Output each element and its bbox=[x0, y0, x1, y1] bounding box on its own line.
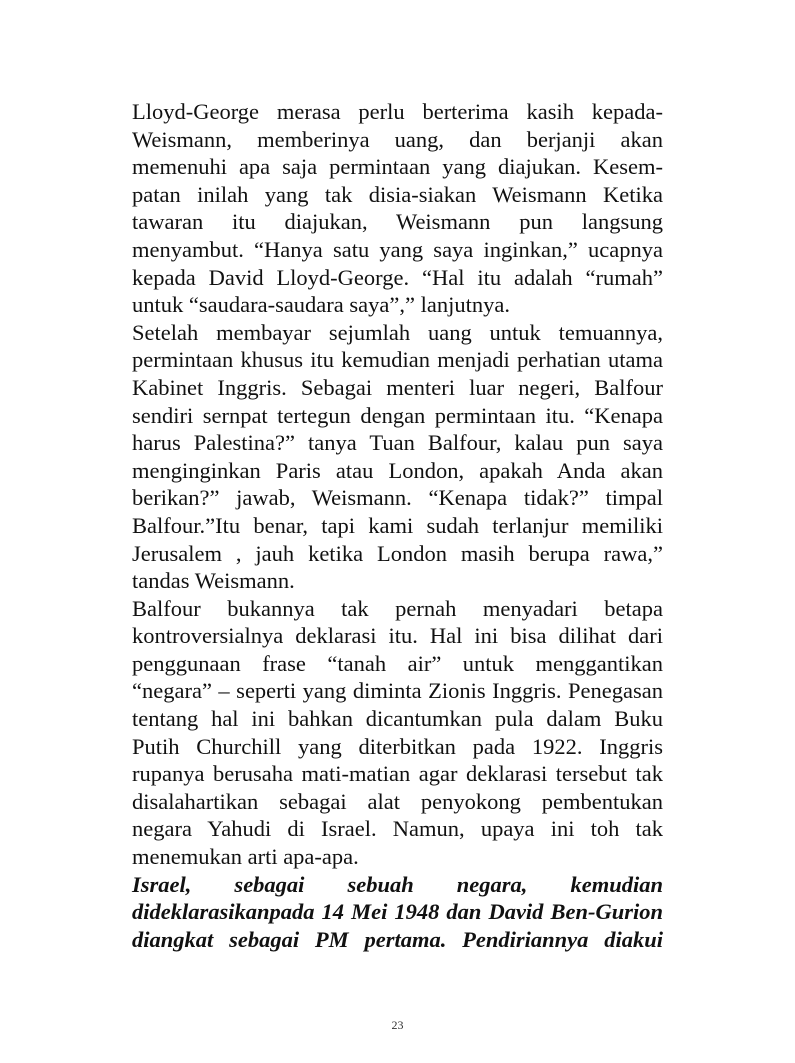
body-text bbox=[132, 98, 663, 953]
paragraph-balfour-declaration: Balfour bukannya tak pernah menyadari betapa kontroversialnya deklarasi itu. Hal ini bisa dilihat dari penggunaan frase “tanah air” untuk menggantikan “negara” – seperti yang diminta Zionis Inggris. Penegasan tentang hal ini bahkan dicantumkan pula dalam Buku Putih Churchill yang diterbitkan pada 1922. Inggris rupanya berusaha mati-matian agar deklarasi tersebut tak disalahartikan sebagai alat penyokong pembentukan negara Yahudi di Israel. Namun, upaya ini toh tak menemukan arti apa-apa. bbox=[132, 595, 663, 870]
page-number: 23 bbox=[391, 1018, 404, 1032]
paragraph-israel-declared: Israel, sebagai sebuah negara, kemudian dideklarasikanpada 14 Mei 1948 dan David Ben-Gurion diangkat sebagai PM pertama. Pendiriannya diakui bbox=[132, 871, 663, 952]
paragraph-lloyd-george: Lloyd-George merasa perlu berterima kasih kepada-Weismann, memberinya uang, dan berjanji akan memenuhi apa saja permintaan yang diajukan. Kesem-patan inilah yang tak disia-siakan Weismann Ketika tawaran itu diajukan, Weismann pun langsung menyambut. “Hanya satu yang saya inginkan,” ucapnya kepada David Lloyd-George. “Hal itu adalah “rumah” untuk “saudara-saudara saya”,” lanjutnya. bbox=[132, 99, 663, 318]
paragraph-balfour-request: Setelah membayar sejumlah uang untuk temuannya, permintaan khusus itu kemudian menjadi perhatian utama Kabinet Inggris. Sebagai menteri luar negeri, Balfour sendiri sernpat tertegun dengan permintaan itu. “Kenapa harus Palestina?” tanya Tuan Balfour, kalau pun saya menginginkan Paris atau London, apakah Anda akan berikan?” jawab, Weismann. “Kenapa tidak?” timpal Balfour.”Itu benar, tapi kami sudah terlanjur memiliki Jerusalem , jauh ketika London masih berupa rawa,” tandas Weismann. bbox=[132, 319, 663, 594]
